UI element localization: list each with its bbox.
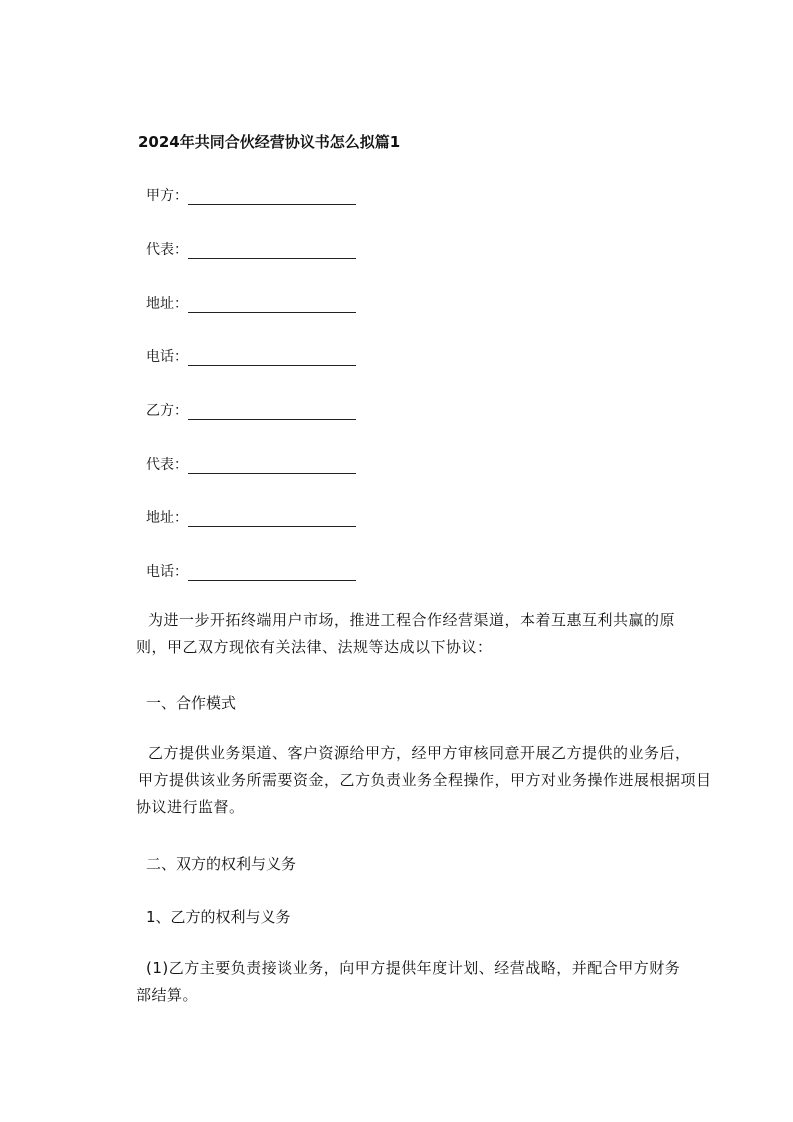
section-1-line-1: 乙方提供业务渠道、客户资源给甲方，经甲方审核同意开展乙方提供的业务后， (148, 744, 691, 762)
intro-paragraph (136, 607, 711, 661)
section-2-item-1-line-1: (1)乙方主要负责接谈业务，向甲方提供年度计划、经营战略，并配合甲方财务 (146, 959, 681, 977)
party-b-phone-blank (188, 565, 356, 581)
party-a-address-field (146, 293, 356, 313)
party-b-address-label: 地址： (146, 510, 188, 526)
party-b-rep-field (146, 454, 356, 474)
party-a-rep-label: 代表： (146, 242, 188, 258)
party-b-phone-field (146, 561, 356, 581)
party-a-label: 甲方： (146, 188, 188, 204)
party-a-address-label: 地址： (146, 296, 188, 312)
party-a-rep-blank (188, 243, 356, 259)
party-b-label: 乙方： (146, 403, 188, 419)
party-a-phone-field (146, 346, 356, 366)
intro-line-2: 则，甲乙双方现依有关法律、法规等达成以下协议： (136, 638, 493, 656)
party-b-rep-label: 代表： (146, 457, 188, 473)
section-2-item-1-line-2: 部结算。 (136, 986, 199, 1004)
document-title: 2024年共同合伙经营协议书怎么拟篇1 (138, 133, 401, 151)
section-1-line-3: 协议进行监督。 (136, 798, 245, 816)
party-a-address-blank (188, 297, 356, 313)
party-a-phone-label: 电话： (146, 349, 188, 365)
party-b-field (146, 400, 356, 420)
intro-line-1: 为进一步开拓终端用户市场，推进工程合作经营渠道，本着互惠互利共赢的原 (148, 611, 676, 629)
party-b-blank (188, 404, 356, 420)
section-1-paragraph (136, 740, 711, 821)
party-b-phone-label: 电话： (146, 564, 188, 580)
section-2-subheading-1: 1、乙方的权利与义务 (146, 908, 291, 926)
party-a-blank (188, 189, 356, 205)
party-a-rep-field (146, 239, 356, 259)
section-2-item-1 (136, 955, 711, 1009)
section-1-line-2: 甲方提供该业务所需要资金，乙方负责业务全程操作，甲方对业务操作进展根据项目 (138, 771, 712, 789)
party-b-address-field (146, 507, 356, 527)
party-b-rep-blank (188, 458, 356, 474)
section-2-heading: 二、双方的权利与义务 (146, 855, 297, 873)
party-a-field (146, 185, 356, 205)
party-a-phone-blank (188, 350, 356, 366)
party-b-address-blank (188, 511, 356, 527)
section-1-heading: 一、合作模式 (146, 694, 237, 712)
